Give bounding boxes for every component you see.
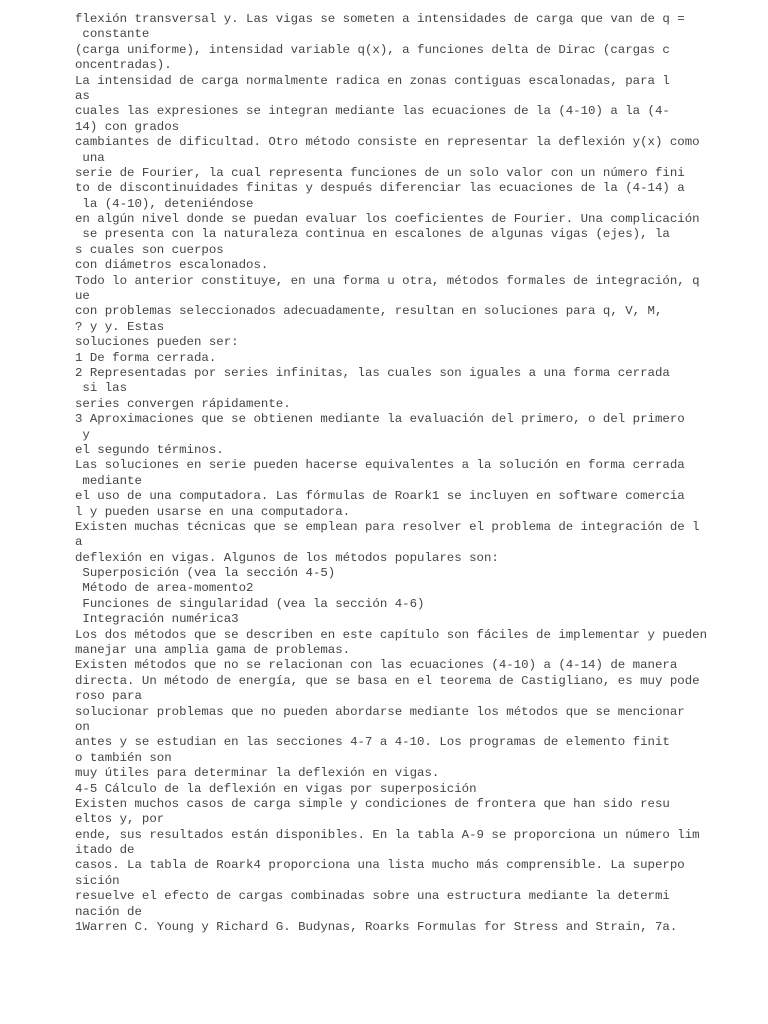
text-line: Las soluciones en serie pueden hacerse equivalentes a la solución en forma cerrada <box>75 458 685 473</box>
text-line: 1Warren C. Young y Richard G. Budynas, Roarks Formulas for Stress and Strain, 7a. <box>75 920 678 935</box>
text-line: Funciones de singularidad (vea la sección 4-6) <box>75 596 425 611</box>
text-line: Existen muchas técnicas que se emplean para resolver el problema de integración de l <box>75 519 700 534</box>
text-line: Superposición (vea la sección 4-5) <box>75 566 336 581</box>
text-line: y <box>75 427 90 442</box>
text-line: s cuales son cuerpos <box>75 242 224 257</box>
text-line: manejar una amplia gama de problemas. <box>75 643 351 658</box>
text-line: ? y y. Estas <box>75 319 165 334</box>
text-line: resuelve el efecto de cargas combinadas sobre una estructura mediante la determi <box>75 889 670 904</box>
text-line: 2 Representadas por series infinitas, las cuales son iguales a una forma cerrada <box>75 365 670 380</box>
text-line: constante <box>75 27 150 42</box>
text-line: cambiantes de dificultad. Otro método consiste en representar la deflexión y(x) como <box>75 135 700 150</box>
text-line: Método de area-momento2 <box>75 581 254 596</box>
text-line: casos. La tabla de Roark4 proporciona una lista mucho más comprensible. La superpo <box>75 858 685 873</box>
text-line: Existen métodos que no se relacionan con las ecuaciones (4-10) a (4-14) de manera <box>75 658 678 673</box>
text-line: una <box>75 150 105 165</box>
text-line: antes y se estudian en las secciones 4-7 a 4-10. Los programas de elemento finit <box>75 735 670 750</box>
text-line: 3 Aproximaciones que se obtienen mediante la evaluación del primero, o del primero <box>75 412 685 427</box>
text-line: serie de Fourier, la cual representa funciones de un solo valor con un número fini <box>75 165 685 180</box>
text-line: ende, sus resultados están disponibles. En la tabla A-9 se proporciona un número lim <box>75 827 700 842</box>
text-line: Los dos métodos que se describen en este capítulo son fáciles de implementar y pueden <box>75 627 708 642</box>
text-line: o también son <box>75 750 172 765</box>
text-line: eltos y, por <box>75 812 165 827</box>
text-line: Todo lo anterior constituye, en una forma u otra, métodos formales de integración, q <box>75 273 700 288</box>
document-text <box>75 12 765 935</box>
text-line: si las <box>75 381 128 396</box>
text-line: oncentradas). <box>75 58 172 73</box>
text-line: 14) con grados <box>75 119 180 134</box>
text-line: La intensidad de carga normalmente radica en zonas contiguas escalonadas, para l <box>75 73 670 88</box>
text-line: on <box>75 719 90 734</box>
text-line: as <box>75 88 90 103</box>
text-line: to de discontinuidades finitas y después diferenciar las ecuaciones de la (4-14) a <box>75 181 685 196</box>
text-line: l y pueden usarse en una computadora. <box>75 504 351 519</box>
text-line: flexión transversal y. Las vigas se someten a intensidades de carga que van de q = <box>75 12 685 26</box>
text-line: series convergen rápidamente. <box>75 396 291 411</box>
text-line: directa. Un método de energía, que se basa en el teorema de Castigliano, es muy pode <box>75 673 700 688</box>
text-line: Existen muchos casos de carga simple y condiciones de frontera que han sido resu <box>75 796 670 811</box>
text-line: el uso de una computadora. Las fórmulas de Roark1 se incluyen en software comercia <box>75 489 685 504</box>
text-line: con diámetros escalonados. <box>75 258 269 273</box>
text-line: con problemas seleccionados adecuadamente, resultan en soluciones para q, V, M, <box>75 304 663 319</box>
text-line: nación de <box>75 904 142 919</box>
text-line: itado de <box>75 843 135 858</box>
text-line: se presenta con la naturaleza continua en escalones de algunas vigas (ejes), la <box>75 227 670 242</box>
text-line: el segundo términos. <box>75 442 224 457</box>
text-line: muy útiles para determinar la deflexión en vigas. <box>75 766 440 781</box>
text-line: 4-5 Cálculo de la deflexión en vigas por superposición <box>75 781 477 796</box>
text-line: 1 De forma cerrada. <box>75 350 217 365</box>
text-line: roso para <box>75 689 142 704</box>
text-line: solucionar problemas que no pueden abordarse mediante los métodos que se mencionar <box>75 704 685 719</box>
text-line: a <box>75 535 83 550</box>
text-line: en algún nivel donde se puedan evaluar los coeficientes de Fourier. Una complicación <box>75 212 700 227</box>
text-line: (carga uniforme), intensidad variable q(x), a funciones delta de Dirac (cargas c <box>75 42 670 57</box>
text-line: cuales las expresiones se integran mediante las ecuaciones de la (4-10) a la (4- <box>75 104 670 119</box>
text-line: deflexión en vigas. Algunos de los métodos populares son: <box>75 550 499 565</box>
text-line: sición <box>75 873 120 888</box>
text-line: mediante <box>75 473 142 488</box>
text-line: soluciones pueden ser: <box>75 335 239 350</box>
text-line: la (4-10), deteniéndose <box>75 196 254 211</box>
text-line: ue <box>75 289 90 304</box>
text-line: Integración numérica3 <box>75 612 239 627</box>
